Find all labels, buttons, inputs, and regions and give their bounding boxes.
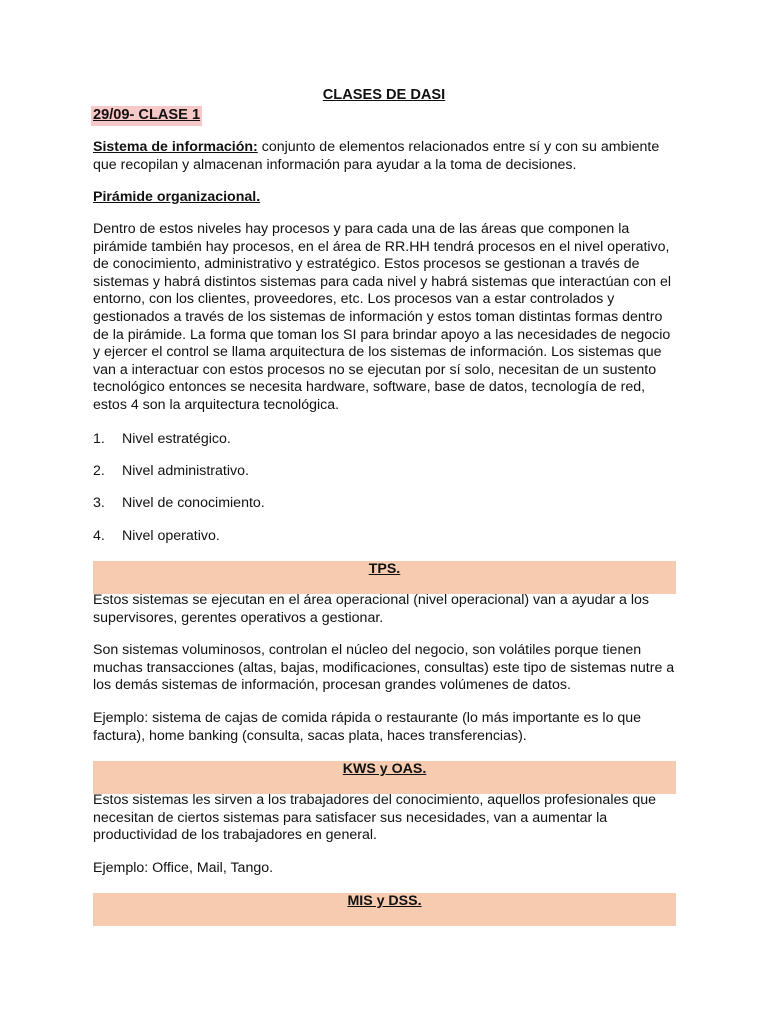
section-heading-mis: MIS y DSS. — [347, 893, 422, 909]
list-item-number: 3. — [93, 495, 105, 511]
section-heading-kws: KWS y OAS. — [342, 761, 427, 777]
pyramid-line: entorno, con los clientes, proveedores, etc. Los procesos van a estar controlados y — [93, 291, 615, 308]
text-line: Son sistemas voluminosos, controlan el núcleo del negocio, son volátiles porque tienen — [93, 642, 642, 658]
text-line: los demás sistemas de información, procesan grandes volúmenes de datos. — [93, 677, 571, 694]
text-line: Ejemplo: sistema de cajas de comida rápida o restaurante (lo más importante es lo que — [93, 710, 642, 726]
list-item-text: Nivel operativo. — [122, 528, 220, 544]
section-heading-tps: TPS. — [368, 561, 401, 577]
text-line: Estos sistemas se ejecutan en el área operacional (nivel operacional) van a ayudar a los — [93, 592, 649, 608]
pyramid-line: de la pirámide. La forma que toman los SI para brindar apoyo a las necesidades de negocio — [93, 326, 671, 343]
pyramid-line: de conocimiento, administrativo y estratégico. Estos procesos se gestionan a través de — [93, 256, 640, 273]
text-line: necesitan de ciertos sistemas para satisfacer sus necesidades, van a aumentar la — [93, 809, 608, 826]
tps-paragraph-3 — [93, 710, 693, 745]
pyramid-line: gestionados a través de los sistemas de información y estos toman distintas formas dentro — [93, 308, 663, 325]
list-item-number: 1. — [93, 431, 105, 447]
tps-paragraph-2 — [93, 642, 693, 695]
text-line: Estos sistemas les sirven a los trabajadores del conocimiento, aquellos profesionales que — [93, 792, 657, 808]
pyramid-line: van a interactuar con estos procesos no se ejecutan por sí solo, necesitan de un sustento — [93, 361, 657, 378]
text-line: factura), home banking (consulta, sacas plata, haces transferencias). — [93, 727, 527, 744]
intro-term: Sistema de información: — [93, 139, 258, 155]
intro-definition-line-2: que recopilan y almacenan información para ayudar a la toma de decisiones. — [93, 156, 577, 173]
text-line: muchas transacciones (altas, bajas, modificaciones, consultas) este tipo de sistemas nutre a — [93, 659, 675, 676]
list-item-text: Nivel administrativo. — [122, 463, 249, 479]
list-item-text: Nivel estratégico. — [122, 431, 231, 447]
text-line: productividad de los trabajadores en general. — [93, 827, 377, 844]
pyramid-line: y ejercer el control se llama arquitectura de los sistemas de información. Los sistemas que — [93, 344, 662, 361]
pyramid-line: pirámide también hay procesos, en el área de RR.HH tendrá procesos en el nivel operativo, — [93, 238, 670, 255]
list-item — [93, 431, 653, 449]
tps-paragraph-1 — [93, 592, 676, 627]
section-band-tps — [93, 561, 676, 594]
list-item-text: Nivel de conocimiento. — [122, 495, 265, 511]
text-line: supervisores, gerentes operativos a gestionar. — [93, 609, 384, 626]
kws-paragraph-2: Ejemplo: Office, Mail, Tango. — [93, 860, 274, 876]
pyramid-line: sistemas y habrá distintos sistemas para cada nivel y habrá sistemas que interactúan con el — [93, 273, 672, 290]
pyramid-line: tecnológico entonces se necesita hardware, software, base de datos, tecnología de red, — [93, 379, 646, 396]
pyramid-heading: Pirámide organizacional. — [93, 189, 261, 205]
kws-paragraph-1 — [93, 792, 693, 845]
intro-definition-line-1: conjunto de elementos relacionados entre sí y con su ambiente — [257, 139, 660, 155]
document-title: CLASES DE DASI — [322, 87, 446, 103]
list-item — [93, 528, 653, 546]
list-item — [93, 495, 653, 513]
pyramid-line: estos 4 son la arquitectura tecnológica. — [93, 396, 340, 413]
list-item-number: 2. — [93, 463, 105, 479]
list-item-number: 4. — [93, 528, 105, 544]
intro-paragraph — [93, 139, 676, 174]
section-band-kws — [93, 761, 676, 794]
section-band-mis — [93, 893, 676, 926]
pyramid-line: Dentro de estos niveles hay procesos y para cada una de las áreas que componen la — [93, 221, 630, 237]
date-heading: 29/09- CLASE 1 — [91, 106, 202, 126]
list-item — [93, 463, 653, 481]
pyramid-paragraph — [93, 221, 693, 415]
